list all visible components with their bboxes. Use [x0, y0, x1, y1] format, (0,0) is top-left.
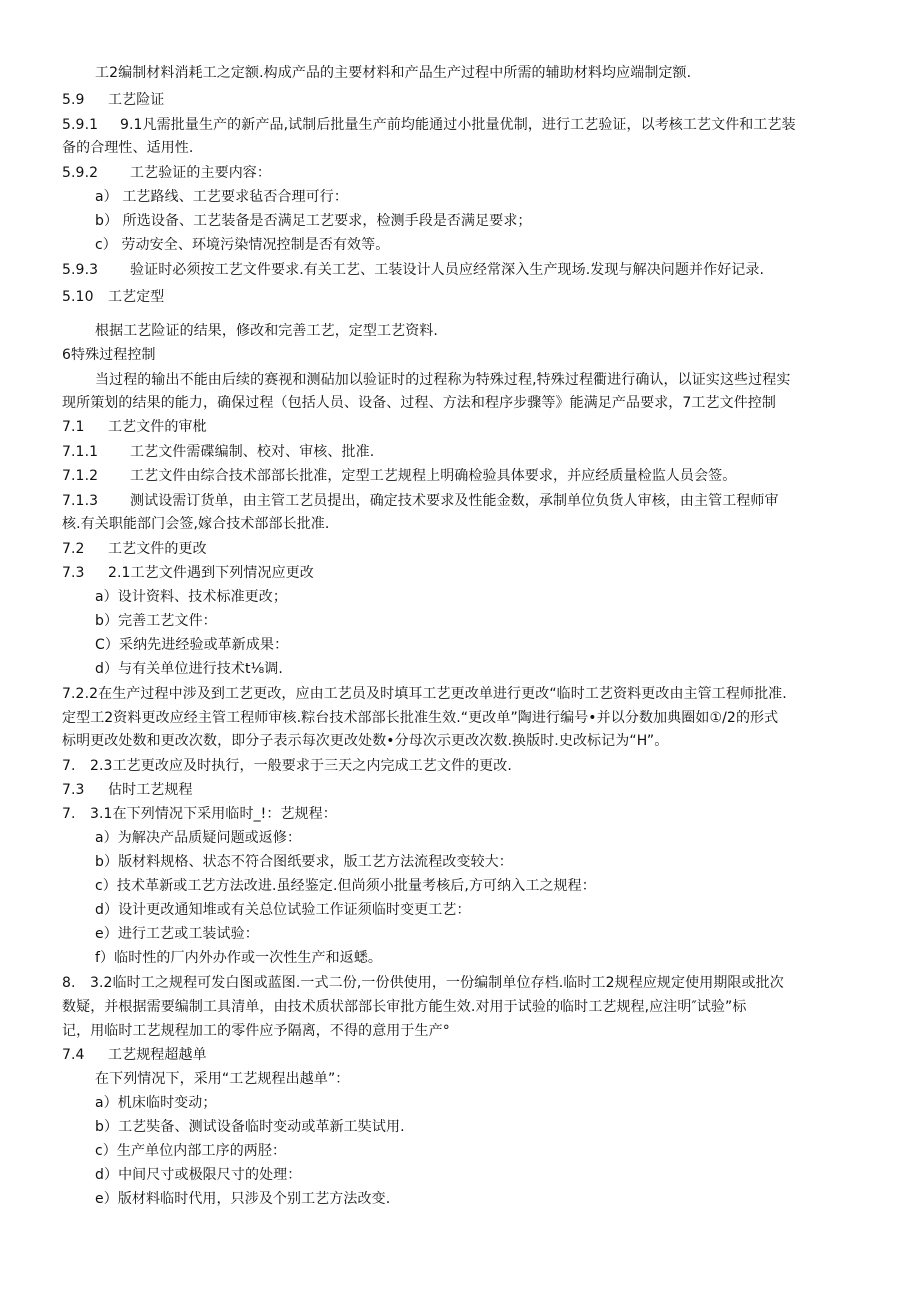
section-7-3-2-text-line1: 3.2临时工之规程可发白图或蓝图.一式二份,一份供使用，一份编制单位存档.临时工2规程应规定使用期限或批次 [90, 975, 784, 991]
section-7-2-1-item-a: a）设计资料、技术标准更改； [95, 589, 287, 605]
section-7-3-title: 估时工艺规程 [108, 782, 193, 798]
section-7-2-2-line3: 标明更改处数和更改次数，即分子表示每次更改处数•分母次示更改次数.换版时.史改标记为“H”。 [62, 733, 669, 749]
section-7-2-1-item-b: b）完善工艺文件： [95, 613, 217, 629]
section-7-3-1-item-e: e）进行工艺或工装试验： [95, 926, 259, 942]
section-7-3-1-item-d: d）设计更改通知堆或有关总位试验工作证须临时变更工艺： [95, 902, 471, 918]
section-7-1-title: 工艺文件的审枇 [108, 419, 207, 435]
section-5-9-1-number: 5.9.1 [62, 117, 99, 133]
section-7-1-3-number: 7.1.3 [62, 493, 99, 509]
section-6-text-line1: 当过程的输出不能由后续的赛视和测砧加以验证时的过程称为特殊过程,特殊过程衢进行确认，以证实这些过程实 [95, 372, 791, 388]
section-5-9-3-number: 5.9.3 [62, 262, 99, 278]
section-5-9-1-text-line2: 备的合理性、适用性. [62, 140, 194, 156]
section-7-1-3-text-line1: 测试设需订货单，由主管工艺员提出，确定技术要求及性能金数，承制单位负货人审核，由主管工程师审 [130, 493, 779, 509]
section-7-4-item-e: e）版材料临时代用，只涉及个别工艺方法改变. [95, 1191, 391, 1207]
section-5-9-2-item-b: b） 所选设备、工艺装备是否满足工艺要求，检测手段是否满足要求； [95, 213, 532, 229]
section-7-4-item-d: d）中间尺寸或极限尺寸的处理： [95, 1167, 302, 1183]
section-7-2-1-text: 2.1工艺文件遇到下列情况应更改 [108, 565, 314, 581]
section-7-3-1-number: 7. [62, 806, 76, 822]
section-5-9-1-text-line1: 9.1凡需批量生产的新产品,试制后批量生产前均能通过小批量优制，进行工艺验证，以考核工艺文件和工艺装 [120, 117, 796, 133]
section-7-2-1-item-d: d）与有关单位进行技术t⅛调. [95, 661, 283, 677]
section-7-3-2-text-line3: 记，用临时工艺规程加工的零件应予隔离，不得的意用于生产° [62, 1023, 450, 1039]
section-7-1-number: 7.1 [62, 419, 85, 435]
section-5-10-text: 根据工艺险证的结果，修改和完善工艺，定型工艺资料. [95, 323, 438, 339]
section-7-3-number: 7.3 [62, 782, 85, 798]
section-5-10-number: 5.10 [62, 289, 94, 305]
section-7-4-text: 在下列情况下，采用“工艺规程出越单”： [95, 1071, 350, 1087]
section-7-4-number: 7.4 [62, 1047, 85, 1063]
section-7-4-item-c: c）生产单位内部工序的两胫： [95, 1143, 287, 1159]
section-7-4-title: 工艺规程超越单 [108, 1047, 207, 1063]
section-7-2-title: 工艺文件的更改 [108, 541, 207, 557]
section-7-2-number: 7.2 [62, 541, 85, 557]
section-7-2-1-item-c: C）采纳先进经验或革新成果： [95, 637, 289, 653]
section-7-4-item-b: b）工艺奘备、测试设备临时变动或革新工奘试用. [95, 1119, 405, 1135]
section-7-2-2-line2: 定型工2资料更改应经主管工程师审核.粽台技术部部长批准生效.“更改单”陶进行编号•并以分数加典圈如①/2的形式 [62, 710, 779, 726]
section-6-text-line2: 现所策划的结果的能力，确保过程（包括人员、设备、过程、方法和程序步骤等》能满足产品要求，7工艺文件控制 [62, 395, 777, 411]
section-7-1-3-text-line2: 核.有关职能部门会签,嫁合技术部部长批准. [62, 516, 330, 532]
section-7-1-1-number: 7.1.1 [62, 444, 99, 460]
section-7-2-1-number: 7.3 [62, 565, 85, 581]
section-5-9-title: 工艺险证 [108, 92, 165, 108]
section-7-2-3-text: 2.3工艺更改应及时执行，一般要求于三天之内完成工艺文件的更改. [90, 758, 512, 774]
section-7-3-2-text-line2: 数疑，并根据需要编制工具清单，由技术质状部部长审批方能生效.对用于试验的临时工艺规程,应注明″试验”标 [62, 999, 747, 1015]
section-7-3-1-item-b: b）版材料规格、状态不符合图纸要求，版工艺方法流程改变较大： [95, 854, 513, 870]
paragraph-material-quota: 工2编制材料消耗工之定额.构成产品的主要材料和产品生产过程中所需的辅助材料均应端制定额. [95, 65, 692, 81]
section-7-3-1-item-a: a）为解决产品质疑问题或返修： [95, 830, 302, 846]
section-5-9-2-item-c: c） 劳动安全、环境污染情况控制是否有效等。 [95, 237, 390, 253]
section-5-10-title: 工艺定型 [108, 289, 165, 305]
section-7-1-2-text: 工艺文件由综合技术部部长批准，定型工艺规程上明确检验具体要求，并应经质量检监人员会签。 [130, 468, 737, 484]
section-5-9-2-text: 工艺验证的主要内容： [130, 165, 271, 181]
section-7-1-1-text: 工艺文件需碟编制、校对、审核、批准. [130, 444, 375, 460]
section-5-9-2-item-a: a） 工艺路线、工艺要求毡否合理可行： [95, 189, 348, 205]
section-5-9-3-text: 验证时必须按工艺文件要求.有关工艺、工装设计人员应经常深入生产现场.发现与解决问题并作好记录. [130, 262, 765, 278]
section-7-2-2-line1: 7.2.2在生产过程中涉及到工艺更改，应由工艺员及时填耳工艺更改单进行更改“临时工艺资料更改由主管工程师批准. [62, 686, 787, 702]
section-7-3-2-number: 8. [62, 975, 76, 991]
section-5-9-2-number: 5.9.2 [62, 165, 99, 181]
section-7-3-1-item-c: c）技术革新或工艺方法改进.虽经鉴定.但尚须小批量考核后,方可纳入工之规程： [95, 878, 596, 894]
section-7-3-1-item-f: f）临时性的厂内外办作或一次性生产和返蟋。 [95, 950, 383, 966]
section-6-title: 6特殊过程控制 [62, 347, 156, 363]
section-7-1-2-number: 7.1.2 [62, 468, 99, 484]
section-5-9-number: 5.9 [62, 92, 85, 108]
section-7-2-3-number: 7. [62, 758, 76, 774]
section-7-4-item-a: a）机床临时变动； [95, 1095, 217, 1111]
section-7-3-1-text: 3.1在下列情况下采用临时_!：艺规程： [90, 806, 337, 822]
